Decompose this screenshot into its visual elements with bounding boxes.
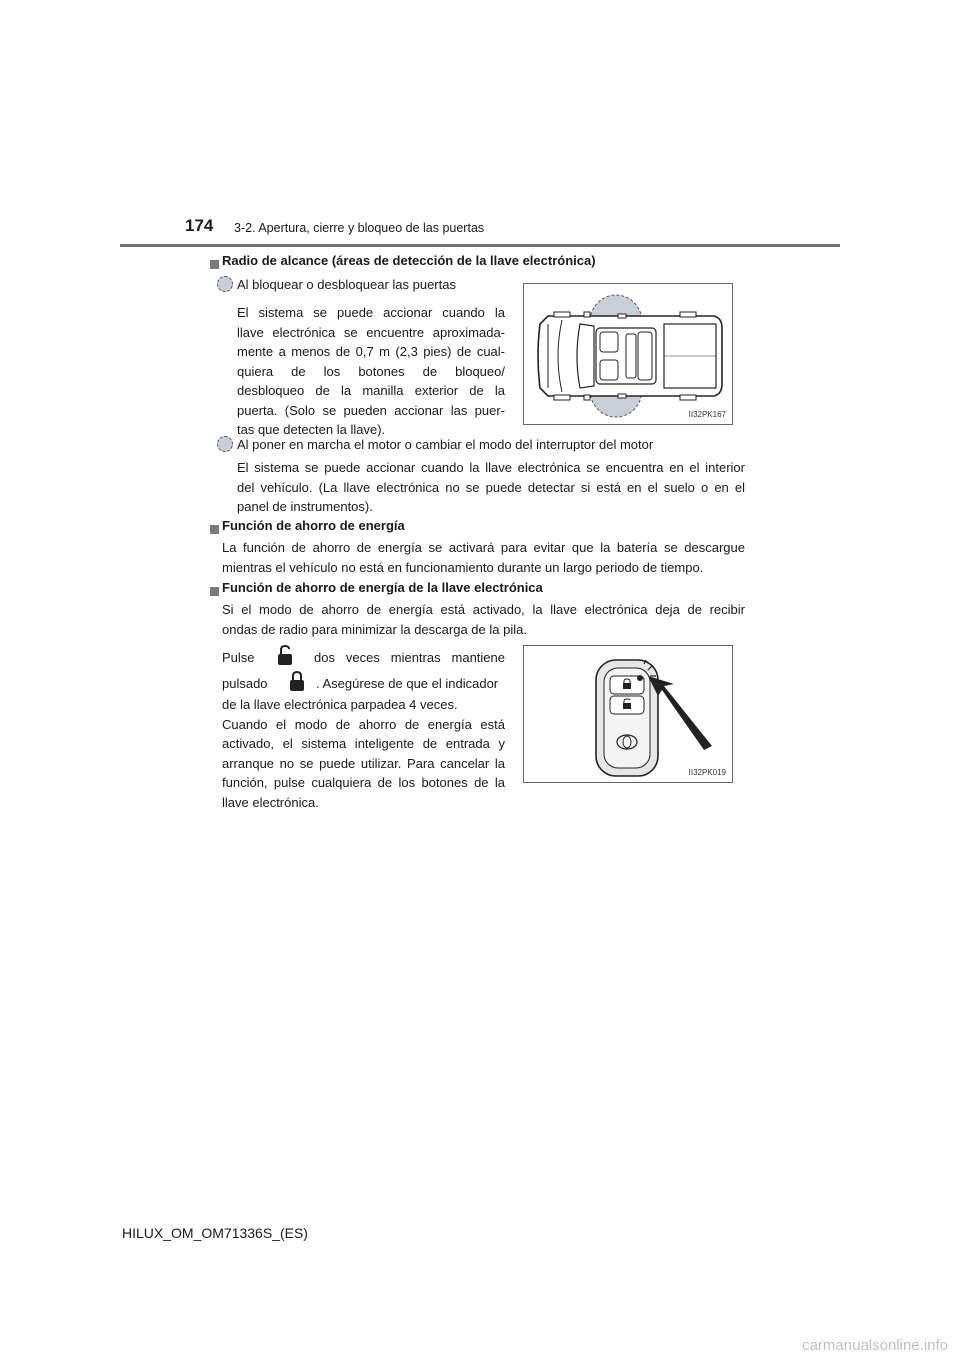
figure-code: II32PK167 <box>688 410 726 419</box>
figure-code: II32PK019 <box>688 768 726 777</box>
document-code-footer: HILUX_OM_OM71336S_(ES) <box>122 1225 308 1241</box>
heading-square-icon <box>210 583 219 601</box>
text-line: llave electrónica. <box>222 794 319 810</box>
vehicle-top-view-illustration <box>524 284 732 424</box>
text-line: mientras el vehículo no está en funcionamiento durante un largo periodo de tiempo. <box>222 559 704 575</box>
text-line: activado, el sistema inteligente de entrada y <box>222 736 505 751</box>
electronic-key-illustration <box>524 646 732 782</box>
pulse-text-cont: dos veces mientras mantiene <box>314 650 505 665</box>
section-title: 3-2. Apertura, cierre y bloqueo de las puertas <box>234 221 485 235</box>
item2-paragraph <box>237 458 745 517</box>
pressed-text-cont: . Asegúrese de que el indicador <box>316 676 499 691</box>
key-energy-instructions <box>222 695 505 812</box>
heading-key-energy: Función de ahorro de energía de la llave electrónica <box>222 580 543 595</box>
text-line: Si el modo de ahorro de energía está activado, la llave electrónica deja de recibir <box>222 602 745 617</box>
heading-energy: Función de ahorro de energía <box>222 518 405 533</box>
unlock-icon <box>272 643 298 669</box>
text-line: Cuando el modo de ahorro de energía está <box>222 716 505 732</box>
vehicle-detection-figure <box>523 283 733 425</box>
heading-square-icon <box>210 256 219 274</box>
text-line: arranque no se puede utilizar. Para cancelar la <box>222 755 505 771</box>
page-number: 174 <box>185 216 214 235</box>
item1-paragraph <box>237 303 505 440</box>
watermark: carmanualsonline.info <box>802 1337 948 1354</box>
text-line: mente a menos de 0,7 m (2,3 pies) de cual- <box>237 344 505 359</box>
lock-icon <box>284 669 310 695</box>
text-line: ondas de radio para minimizar la descarga de la pila. <box>222 621 527 637</box>
text-line: de la llave electrónica parpadea 4 veces. <box>222 697 458 712</box>
dashed-circle-icon <box>217 436 233 452</box>
text-line: panel de instrumentos). <box>237 499 373 514</box>
text-line: puerta. (Solo se pueden accionar las puer- <box>237 402 505 418</box>
text-line: El sistema se puede accionar cuando la <box>237 305 505 320</box>
text-line: tas que detecten la llave). <box>237 422 386 437</box>
key-energy-paragraph <box>222 600 745 639</box>
text-line: desbloqueo de la manilla exterior de la <box>237 383 505 398</box>
text-line: quiera de los botones de bloqueo/ <box>237 363 505 379</box>
heading-range: Radio de alcance (áreas de detección de la llave electrónica) <box>222 253 596 268</box>
item2-title: Al poner en marcha el motor o cambiar el modo del interruptor del motor <box>237 437 654 452</box>
pulse-text: Pulse <box>222 650 255 665</box>
text-line: del vehículo. (La llave electrónica no se puede detectar si está en el suelo o en el <box>237 479 745 495</box>
text-line: El sistema se puede accionar cuando la llave electrónica se encuentra en el interior <box>237 460 745 475</box>
heading-square-icon <box>210 521 219 539</box>
electronic-key-figure <box>523 645 733 783</box>
header-divider <box>120 244 840 247</box>
text-line: función, pulse cualquiera de los botones de la <box>222 775 505 790</box>
item1-title: Al bloquear o desbloquear las puertas <box>237 277 456 292</box>
pressed-text: pulsado <box>222 676 268 691</box>
text-line: llave electrónica se encuentre aproximada- <box>237 324 505 340</box>
text-line: La función de ahorro de energía se activará para evitar que la batería se descargue <box>222 540 745 555</box>
energy-paragraph <box>222 538 745 577</box>
dashed-circle-icon <box>217 276 233 292</box>
